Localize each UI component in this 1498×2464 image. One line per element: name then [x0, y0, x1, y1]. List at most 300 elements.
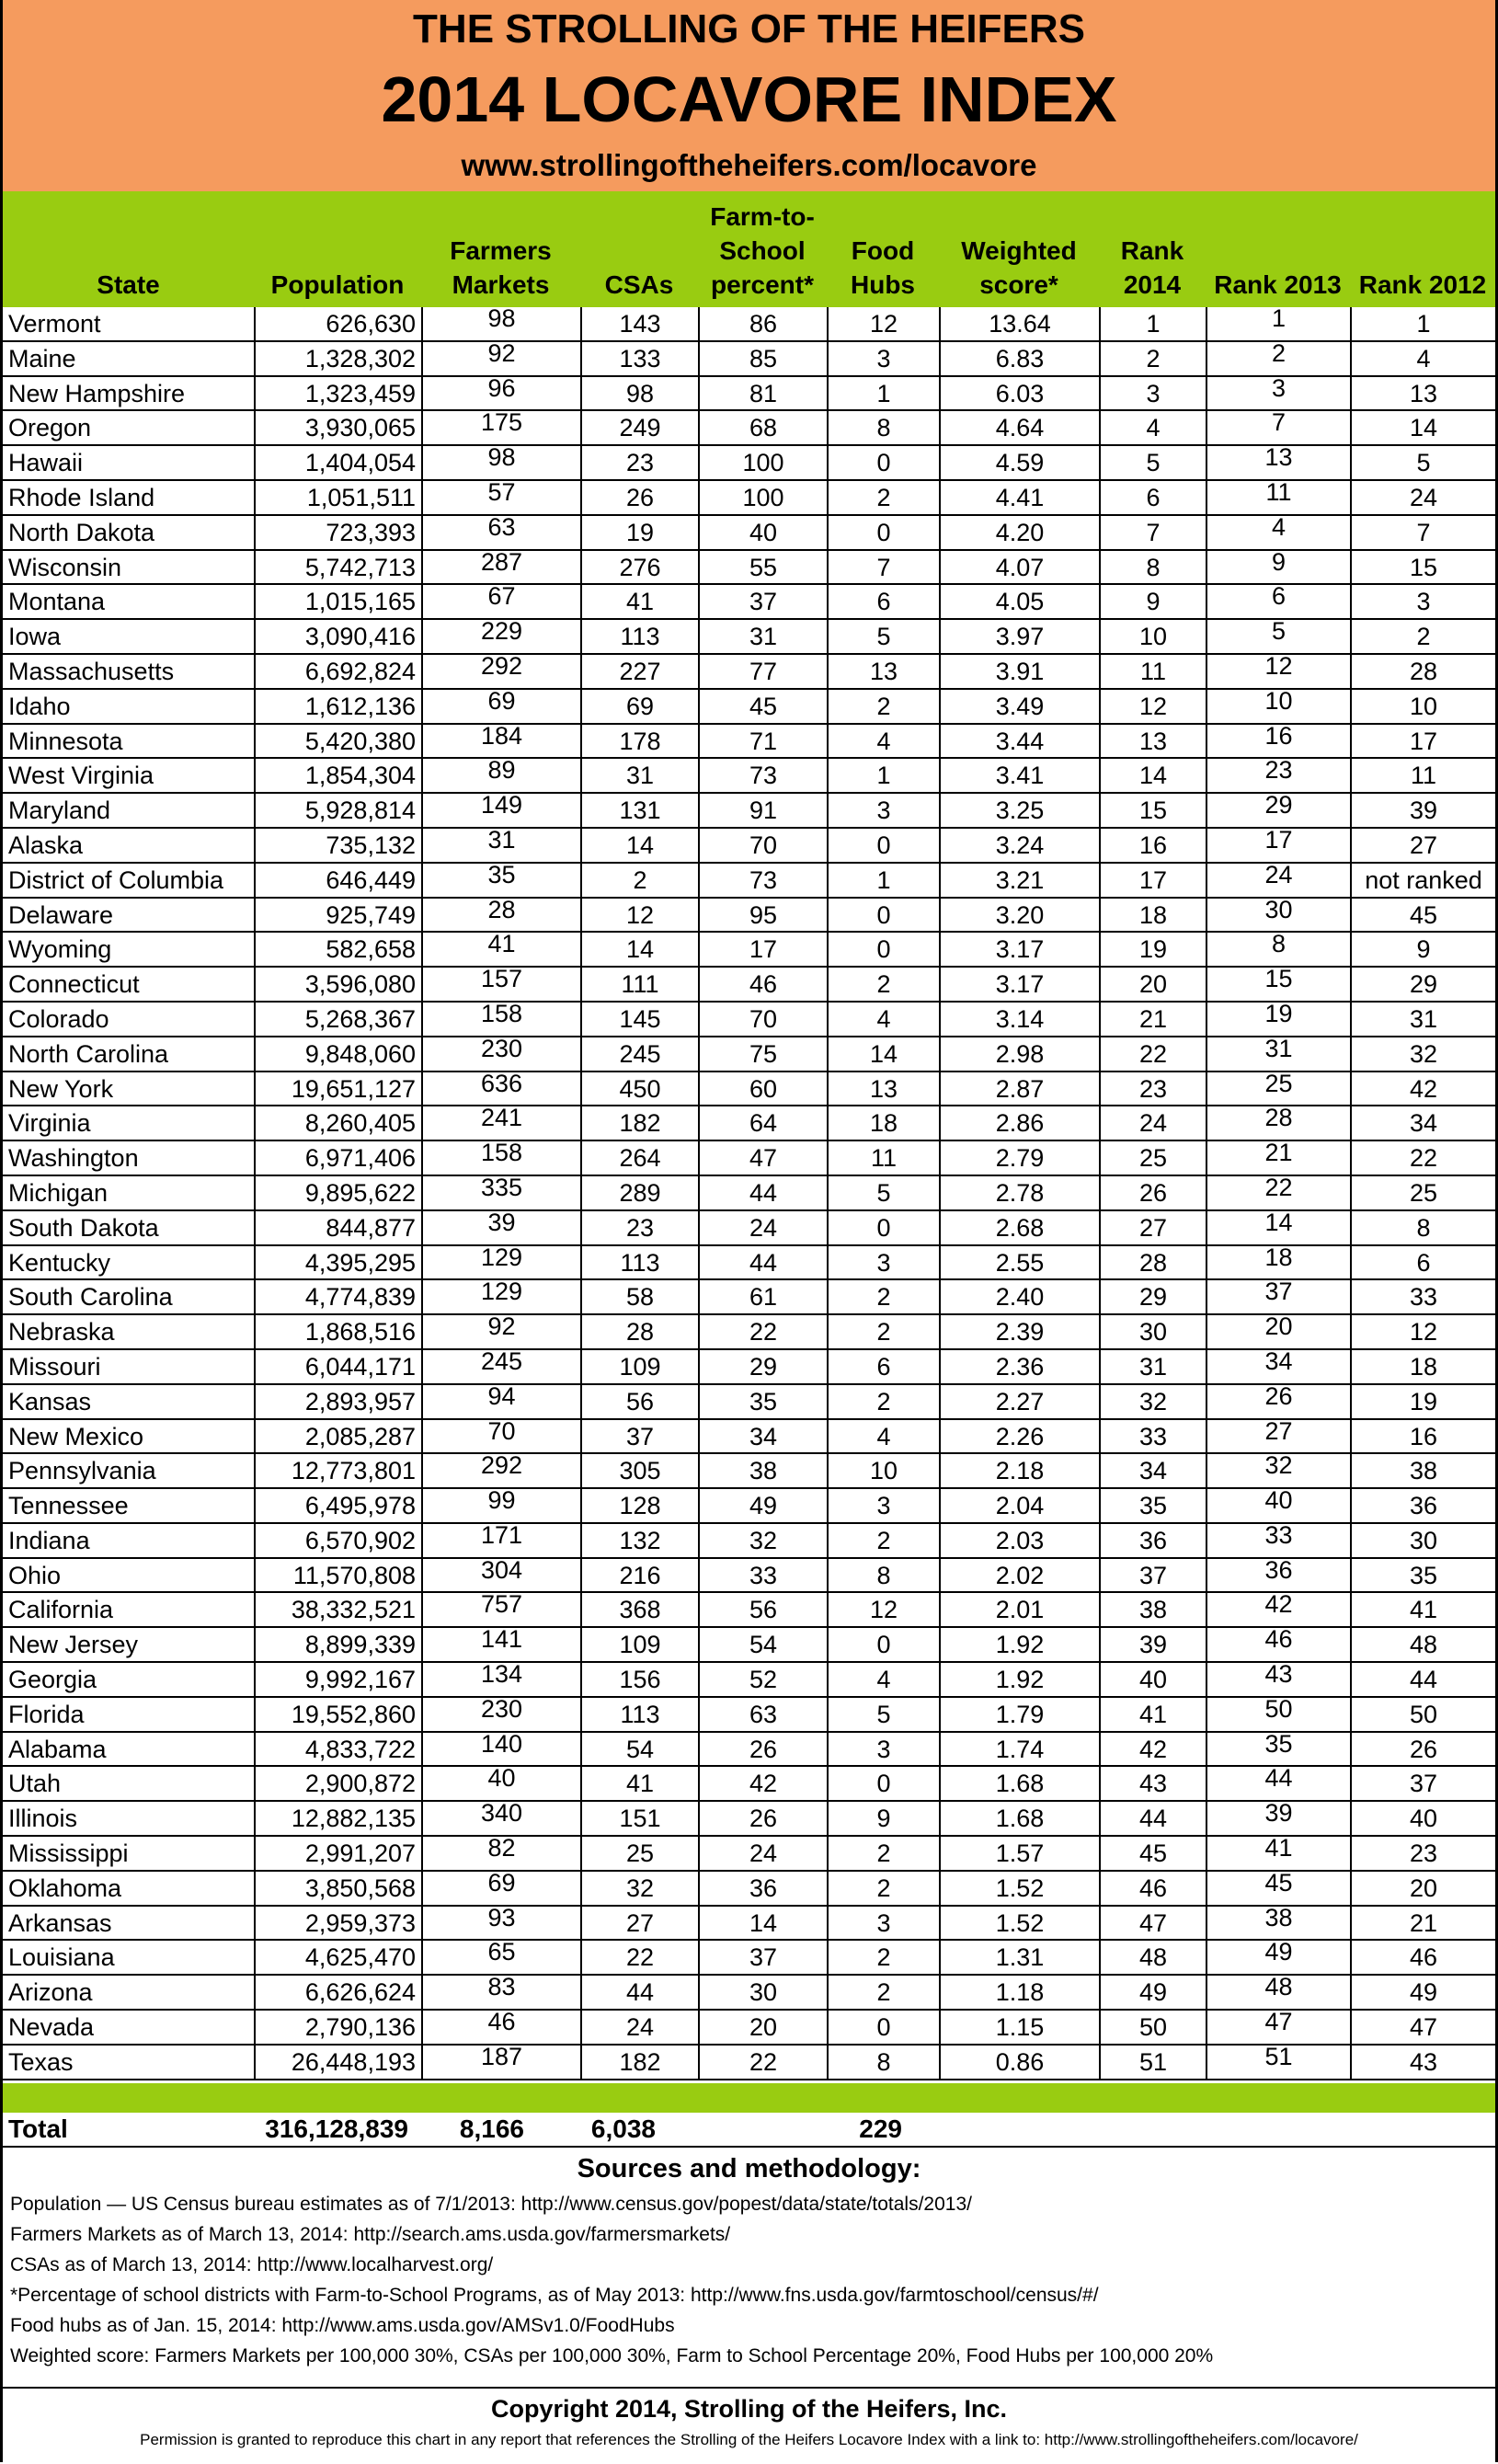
cell-farm-to-school: 54: [698, 1628, 827, 1663]
cell-rank-2013-value: 27: [1264, 1416, 1293, 1445]
cell-rank-2013: [1206, 1868, 1350, 1907]
cell-food-hubs: 0: [827, 829, 939, 864]
table-row: [3, 1069, 1495, 1107]
cell-rank-2014: 40: [1099, 1663, 1206, 1698]
cell-farm-to-school: 33: [698, 1559, 827, 1594]
cell-rank-2012: 8: [1350, 1211, 1495, 1246]
cell-rank-2013: [1206, 477, 1350, 516]
cell-food-hubs: 0: [827, 446, 939, 481]
cell-farmers-markets: [421, 1555, 580, 1594]
cell-farmers-markets-value: 140: [480, 1729, 523, 1758]
table-row: [3, 443, 1495, 481]
cell-farmers-markets: [421, 651, 580, 690]
cell-csas: 249: [580, 411, 698, 446]
cell-state: Pennsylvania: [3, 1454, 254, 1489]
cell-farmers-markets-value: 63: [487, 512, 516, 541]
cell-rank-2013: [1206, 1555, 1350, 1594]
cell-farmers-markets-value: 99: [487, 1486, 516, 1515]
cell-food-hubs: 10: [827, 1454, 939, 1489]
cell-rank-2014: 12: [1099, 690, 1206, 725]
cell-farm-to-school: 37: [698, 1941, 827, 1976]
cell-rank-2012: 41: [1350, 1593, 1495, 1628]
cell-rank-2014: 27: [1099, 1211, 1206, 1246]
cell-csas: 109: [580, 1628, 698, 1663]
cell-state: Massachusetts: [3, 655, 254, 690]
cell-weighted-score: 3.17: [939, 968, 1099, 1003]
cell-rank-2013: [1206, 1903, 1350, 1942]
cell-weighted-score: 2.02: [939, 1559, 1099, 1594]
cell-farmers-markets-value: 129: [480, 1243, 523, 1271]
cell-rank-2013-value: 43: [1264, 1660, 1293, 1689]
cell-population: 1,328,302: [254, 342, 421, 377]
cell-farmers-markets-value: 93: [487, 1903, 516, 1931]
cell-state: Louisiana: [3, 1941, 254, 1976]
cell-rank-2014: 46: [1099, 1872, 1206, 1907]
source-farmers-markets: Farmers Markets as of March 13, 2014: http://search.ams.usda.gov/farmersmarkets/: [10, 2224, 731, 2245]
cell-state: District of Columbia: [3, 864, 254, 899]
table-row: [3, 2008, 1495, 2046]
cell-rank-2013: [1206, 1106, 1350, 1141]
cell-rank-2013: [1206, 721, 1350, 760]
cell-rank-2013-value: 41: [1264, 1834, 1293, 1862]
cell-rank-2013-value: 9: [1271, 547, 1286, 576]
cell-state: Hawaii: [3, 446, 254, 481]
cell-rank-2013-value: 31: [1264, 1034, 1293, 1062]
cell-rank-2013: [1206, 1208, 1350, 1246]
cell-population: 3,596,080: [254, 968, 421, 1003]
table-row: [3, 1173, 1495, 1211]
cell-rank-2013-value: 3: [1271, 373, 1286, 402]
cell-rank-2014: 44: [1099, 1802, 1206, 1837]
cell-food-hubs: 1: [827, 864, 939, 899]
cell-weighted-score: 2.26: [939, 1420, 1099, 1455]
cell-weighted-score: 0.86: [939, 2046, 1099, 2080]
cell-farmers-markets-value: 83: [487, 1973, 516, 2001]
cell-farmers-markets-value: 292: [480, 651, 523, 680]
cell-farm-to-school: 44: [698, 1176, 827, 1211]
cell-farmers-markets-value: 67: [487, 582, 516, 611]
cell-state: Idaho: [3, 690, 254, 725]
cell-food-hubs: 0: [827, 1211, 939, 1246]
cell-csas: 23: [580, 446, 698, 481]
cell-rank-2012: 18: [1350, 1350, 1495, 1385]
cell-csas: 178: [580, 725, 698, 760]
cell-rank-2012: 48: [1350, 1628, 1495, 1663]
cell-farm-to-school: 73: [698, 864, 827, 899]
cell-farmers-markets-value: 141: [480, 1625, 523, 1654]
cell-rank-2013-value: 49: [1264, 1938, 1293, 1966]
cell-farmers-markets-value: 69: [487, 1868, 516, 1897]
table-row: [3, 547, 1495, 586]
cell-state: Washington: [3, 1141, 254, 1176]
cell-farmers-markets-value: 158: [480, 999, 523, 1027]
cell-farm-to-school: 64: [698, 1106, 827, 1141]
cell-food-hubs: 5: [827, 1176, 939, 1211]
cell-csas: 132: [580, 1524, 698, 1559]
cell-state: West Virginia: [3, 759, 254, 794]
cell-population: 6,626,624: [254, 1976, 421, 2011]
table-row: [3, 1625, 1495, 1663]
cell-state: Maine: [3, 342, 254, 377]
cell-population: 8,260,405: [254, 1106, 421, 1141]
cell-state: Missouri: [3, 1350, 254, 1385]
cell-state: Colorado: [3, 1003, 254, 1037]
cell-population: 4,833,722: [254, 1733, 421, 1768]
cell-rank-2013: [1206, 930, 1350, 968]
cell-rank-2012: 3: [1350, 585, 1495, 620]
cell-farmers-markets: [421, 1173, 580, 1211]
table-footer-bar: [3, 2083, 1495, 2113]
cell-rank-2012: 36: [1350, 1489, 1495, 1524]
cell-farm-to-school: 86: [698, 307, 827, 342]
table-row: [3, 1243, 1495, 1281]
cell-rank-2013: [1206, 1347, 1350, 1385]
cell-rank-2013-value: 25: [1264, 1069, 1293, 1097]
cell-state: North Carolina: [3, 1037, 254, 1072]
cell-rank-2012: 31: [1350, 1003, 1495, 1037]
cell-farmers-markets: [421, 965, 580, 1003]
cell-rank-2013: [1206, 1520, 1350, 1559]
cell-farmers-markets-value: 46: [487, 2008, 516, 2036]
cell-food-hubs: 3: [827, 1733, 939, 1768]
cell-rank-2013-value: 50: [1264, 1694, 1293, 1723]
cell-rank-2012: 45: [1350, 899, 1495, 934]
cell-food-hubs: 8: [827, 2046, 939, 2080]
cell-rank-2013: [1206, 304, 1350, 342]
source-weighted-score: Weighted score: Farmers Markets per 100,000 30%, CSAs per 100,000 30%, Farm to School Percentage 20%, Food Hubs per 100,000 20%: [10, 2345, 1214, 2367]
cell-state: Maryland: [3, 794, 254, 829]
cell-food-hubs: 18: [827, 1106, 939, 1141]
cell-rank-2014: 39: [1099, 1628, 1206, 1663]
cell-rank-2012: 37: [1350, 1767, 1495, 1802]
cell-farm-to-school: 20: [698, 2011, 827, 2046]
cell-rank-2014: 37: [1099, 1559, 1206, 1594]
cell-rank-2013-value: 45: [1264, 1868, 1293, 1897]
cell-population: 2,790,136: [254, 2011, 421, 2046]
cell-csas: 12: [580, 899, 698, 934]
cell-farmers-markets-value: 335: [480, 1173, 523, 1201]
cell-rank-2013-value: 5: [1271, 617, 1286, 646]
cell-csas: 28: [580, 1315, 698, 1350]
cell-state: Georgia: [3, 1663, 254, 1698]
table-row: [3, 373, 1495, 412]
cell-population: 2,959,373: [254, 1907, 421, 1942]
cell-csas: 26: [580, 481, 698, 516]
cell-population: 1,854,304: [254, 759, 421, 794]
cell-food-hubs: 2: [827, 1315, 939, 1350]
cell-rank-2012: 23: [1350, 1837, 1495, 1872]
cell-weighted-score: 4.20: [939, 516, 1099, 551]
table-row: [3, 617, 1495, 655]
cell-rank-2014: 30: [1099, 1315, 1206, 1350]
cell-farmers-markets: [421, 547, 580, 586]
cell-rank-2014: 16: [1099, 829, 1206, 864]
cell-rank-2013: [1206, 756, 1350, 794]
cell-rank-2013-value: 24: [1264, 860, 1293, 888]
cell-food-hubs: 6: [827, 1350, 939, 1385]
cell-csas: 2: [580, 864, 698, 899]
cell-weighted-score: 2.78: [939, 1176, 1099, 1211]
cell-population: 5,268,367: [254, 1003, 421, 1037]
cell-population: 38,332,521: [254, 1593, 421, 1628]
cell-farmers-markets: [421, 999, 580, 1037]
table-row: [3, 2042, 1495, 2080]
table-row: [3, 651, 1495, 690]
cell-state: Florida: [3, 1698, 254, 1733]
cell-food-hubs: 6: [827, 585, 939, 620]
cell-rank-2014: 3: [1099, 377, 1206, 412]
cell-csas: 69: [580, 690, 698, 725]
cell-food-hubs: 3: [827, 1246, 939, 1281]
cell-rank-2014: 47: [1099, 1907, 1206, 1942]
cell-rank-2012: 24: [1350, 481, 1495, 516]
cell-rank-2014: 2: [1099, 342, 1206, 377]
cell-farm-to-school: 35: [698, 1385, 827, 1420]
cell-farmers-markets: [421, 1764, 580, 1802]
cell-population: 626,630: [254, 307, 421, 342]
cell-rank-2014: 45: [1099, 1837, 1206, 1872]
cell-state: Nevada: [3, 2011, 254, 2046]
cell-farm-to-school: 30: [698, 1976, 827, 2011]
cell-farm-to-school: 24: [698, 1211, 827, 1246]
cell-weighted-score: 2.39: [939, 1315, 1099, 1350]
cell-rank-2012: 33: [1350, 1280, 1495, 1315]
total-label: Total: [8, 2114, 68, 2143]
cell-food-hubs: 7: [827, 551, 939, 586]
table-row: [3, 408, 1495, 446]
cell-csas: 264: [580, 1141, 698, 1176]
cell-rank-2013-value: 2: [1271, 338, 1286, 367]
cell-farmers-markets: [421, 756, 580, 794]
cell-rank-2013-value: 38: [1264, 1903, 1293, 1931]
cell-farmers-markets-value: 94: [487, 1381, 516, 1410]
cell-weighted-score: 4.07: [939, 551, 1099, 586]
cell-food-hubs: 8: [827, 1559, 939, 1594]
cell-rank-2014: 5: [1099, 446, 1206, 481]
cell-farmers-markets-value: 230: [480, 1694, 523, 1723]
cell-csas: 109: [580, 1350, 698, 1385]
cell-food-hubs: 2: [827, 1941, 939, 1976]
cell-farmers-markets: [421, 1106, 580, 1141]
cell-food-hubs: 14: [827, 1037, 939, 1072]
website-url[interactable]: www.strollingoftheheifers.com/locavore: [461, 148, 1037, 182]
title-line-2: 2014 LOCAVORE INDEX: [381, 63, 1117, 135]
cell-rank-2013-value: 1: [1271, 304, 1286, 332]
table-row: [3, 686, 1495, 725]
cell-food-hubs: 4: [827, 1420, 939, 1455]
cell-farm-to-school: 81: [698, 377, 827, 412]
table-row: [3, 1486, 1495, 1524]
cell-farmers-markets-value: 175: [480, 408, 523, 437]
cell-farmers-markets: [421, 1868, 580, 1907]
cell-rank-2013-value: 42: [1264, 1590, 1293, 1619]
cell-weighted-score: 3.17: [939, 933, 1099, 968]
table-row: [3, 999, 1495, 1037]
table-row: [3, 1106, 1495, 1141]
table-header: [3, 191, 1495, 307]
table-row: [3, 338, 1495, 377]
cell-food-hubs: 11: [827, 1141, 939, 1176]
cell-farm-to-school: 37: [698, 585, 827, 620]
cell-farmers-markets-value: 187: [480, 2042, 523, 2070]
sources-title: Sources and methodology:: [577, 2154, 921, 2183]
cell-farm-to-school: 85: [698, 342, 827, 377]
cell-rank-2014: 11: [1099, 655, 1206, 690]
cell-rank-2013: [1206, 338, 1350, 377]
cell-rank-2013: [1206, 1069, 1350, 1107]
cell-rank-2013: [1206, 1451, 1350, 1489]
cell-rank-2013: [1206, 1280, 1350, 1315]
cell-farmers-markets: [421, 1486, 580, 1524]
cell-csas: 450: [580, 1072, 698, 1107]
cell-state: Rhode Island: [3, 481, 254, 516]
cell-rank-2012: 39: [1350, 794, 1495, 829]
cell-weighted-score: 1.52: [939, 1872, 1099, 1907]
cell-food-hubs: 1: [827, 377, 939, 412]
cell-rank-2013: [1206, 860, 1350, 899]
cell-population: 4,625,470: [254, 1941, 421, 1976]
cell-rank-2013: [1206, 1625, 1350, 1663]
cell-farmers-markets: [421, 338, 580, 377]
cell-rank-2012: 4: [1350, 342, 1495, 377]
cell-farmers-markets: [421, 2008, 580, 2046]
cell-state: Indiana: [3, 1524, 254, 1559]
cell-rank-2014: 29: [1099, 1280, 1206, 1315]
cell-weighted-score: 3.14: [939, 1003, 1099, 1037]
cell-population: 1,404,054: [254, 446, 421, 481]
cell-rank-2012: 7: [1350, 516, 1495, 551]
cell-state: Oklahoma: [3, 1872, 254, 1907]
cell-food-hubs: 13: [827, 655, 939, 690]
cell-weighted-score: 2.36: [939, 1350, 1099, 1385]
cell-farmers-markets: [421, 1069, 580, 1107]
total-csas: 6,038: [590, 2114, 656, 2143]
table-row: [3, 582, 1495, 620]
total-population: 316,128,839: [265, 2114, 408, 2143]
cell-population: 9,895,622: [254, 1176, 421, 1211]
cell-farm-to-school: 91: [698, 794, 827, 829]
cell-rank-2012: 20: [1350, 1872, 1495, 1907]
cell-rank-2013-value: 37: [1264, 1278, 1293, 1306]
cell-weighted-score: 2.04: [939, 1489, 1099, 1524]
cell-rank-2013: [1206, 547, 1350, 586]
cell-csas: 156: [580, 1663, 698, 1698]
cell-farmers-markets-value: 70: [487, 1416, 516, 1445]
cell-farm-to-school: 26: [698, 1733, 827, 1768]
cell-rank-2014: 21: [1099, 1003, 1206, 1037]
cell-farm-to-school: 29: [698, 1350, 827, 1385]
cell-csas: 31: [580, 759, 698, 794]
cell-farmers-markets-value: 241: [480, 1104, 523, 1132]
cell-farm-to-school: 40: [698, 516, 827, 551]
cell-farmers-markets: [421, 617, 580, 655]
cell-rank-2013: [1206, 1416, 1350, 1455]
table-row: [3, 895, 1495, 934]
cell-rank-2012: 49: [1350, 1976, 1495, 2011]
cell-rank-2014: 32: [1099, 1385, 1206, 1420]
cell-state: South Carolina: [3, 1280, 254, 1315]
cell-rank-2013-value: 6: [1271, 582, 1286, 611]
cell-rank-2012: 29: [1350, 968, 1495, 1003]
cell-weighted-score: 1.15: [939, 2011, 1099, 2046]
cell-rank-2012: 30: [1350, 1524, 1495, 1559]
table-row: [3, 1903, 1495, 1942]
cell-rank-2013-value: 23: [1264, 756, 1293, 785]
cell-csas: 14: [580, 829, 698, 864]
cell-csas: 56: [580, 1385, 698, 1420]
cell-farmers-markets-value: 184: [480, 721, 523, 750]
cell-rank-2013-value: 14: [1264, 1208, 1293, 1236]
table-row: [3, 1660, 1495, 1698]
table-row: [3, 1347, 1495, 1385]
cell-farmers-markets-value: 304: [480, 1555, 523, 1584]
cell-food-hubs: 1: [827, 759, 939, 794]
cell-farmers-markets: [421, 1451, 580, 1489]
cell-rank-2012: 22: [1350, 1141, 1495, 1176]
cell-farm-to-school: 44: [698, 1246, 827, 1281]
cell-population: 844,877: [254, 1211, 421, 1246]
cell-food-hubs: 8: [827, 411, 939, 446]
cell-weighted-score: 2.01: [939, 1593, 1099, 1628]
cell-farm-to-school: 32: [698, 1524, 827, 1559]
cell-rank-2013-value: 33: [1264, 1520, 1293, 1549]
cell-farmers-markets-value: 41: [487, 930, 516, 958]
cell-population: 2,085,287: [254, 1420, 421, 1455]
cell-weighted-score: 3.24: [939, 829, 1099, 864]
cell-rank-2014: 15: [1099, 794, 1206, 829]
cell-weighted-score: 2.18: [939, 1454, 1099, 1489]
cell-rank-2013: [1206, 373, 1350, 412]
cell-rank-2013-value: 19: [1264, 999, 1293, 1027]
cell-csas: 27: [580, 1907, 698, 1942]
cell-farmers-markets: [421, 825, 580, 864]
cell-farmers-markets-value: 96: [487, 373, 516, 402]
cell-farmers-markets: [421, 791, 580, 829]
cell-farm-to-school: 100: [698, 481, 827, 516]
cell-rank-2013: [1206, 825, 1350, 864]
cell-csas: 276: [580, 551, 698, 586]
cell-csas: 227: [580, 655, 698, 690]
cell-farmers-markets: [421, 582, 580, 620]
cell-weighted-score: 13.64: [939, 307, 1099, 342]
cell-rank-2013: [1206, 1938, 1350, 1976]
cell-state: Montana: [3, 585, 254, 620]
cell-csas: 98: [580, 377, 698, 412]
cell-rank-2013-value: 40: [1264, 1486, 1293, 1515]
cell-rank-2012: 28: [1350, 655, 1495, 690]
cell-farmers-markets-value: 157: [480, 965, 523, 993]
cell-rank-2013: [1206, 617, 1350, 655]
cell-rank-2013: [1206, 1973, 1350, 2011]
cell-rank-2013-value: 4: [1271, 512, 1286, 541]
cell-rank-2014: 20: [1099, 968, 1206, 1003]
cell-rank-2013: [1206, 1486, 1350, 1524]
cell-state: New Jersey: [3, 1628, 254, 1663]
cell-rank-2012: 50: [1350, 1698, 1495, 1733]
cell-rank-2012: 40: [1350, 1802, 1495, 1837]
cell-food-hubs: 2: [827, 1837, 939, 1872]
cell-rank-2013: [1206, 1173, 1350, 1211]
cell-farmers-markets: [421, 1590, 580, 1628]
copyright-footer: [3, 2387, 1495, 2464]
cell-population: 6,044,171: [254, 1350, 421, 1385]
table-row: [3, 1834, 1495, 1872]
cell-rank-2012: 21: [1350, 1907, 1495, 1942]
table-row: [3, 1868, 1495, 1907]
cell-population: 4,774,839: [254, 1280, 421, 1315]
cell-food-hubs: 4: [827, 1003, 939, 1037]
cell-farmers-markets-value: 69: [487, 686, 516, 715]
